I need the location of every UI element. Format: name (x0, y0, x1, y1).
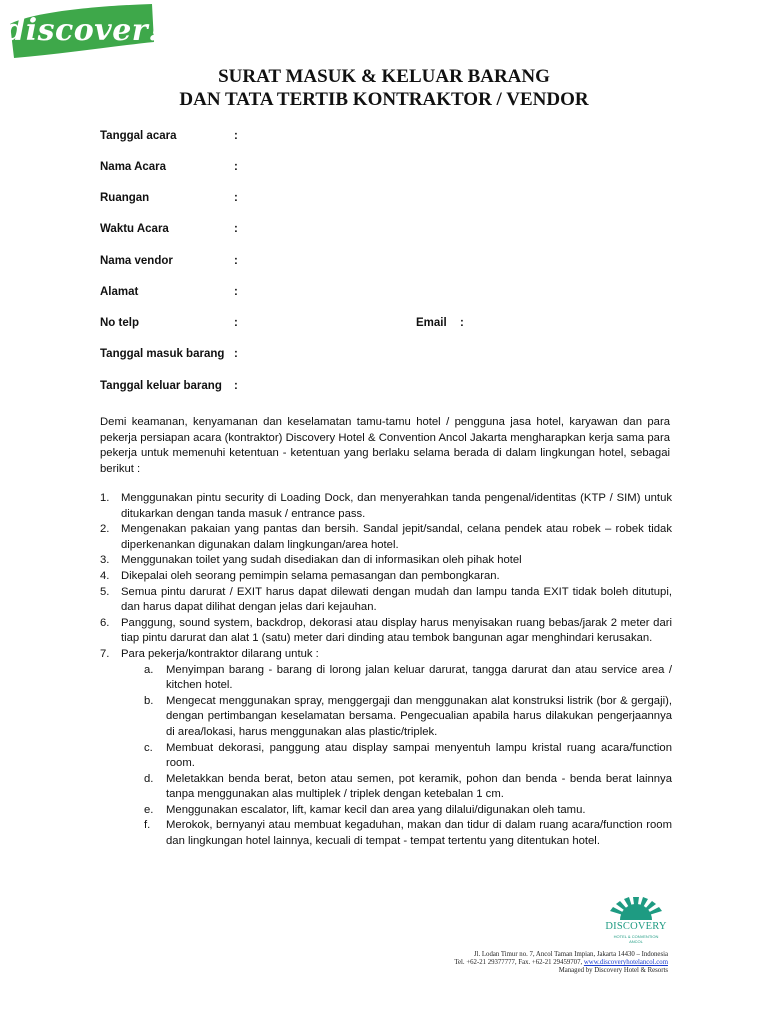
rule-item (100, 585, 672, 616)
footer-website-link[interactable]: www.discoveryhotelancol.com (583, 959, 668, 966)
footer-phone: Tel. +62-21 29377777, Fax. +62-21 29459707, (454, 959, 583, 966)
field-ruangan (100, 192, 238, 204)
field-waktu-acara (100, 223, 238, 235)
field-colon: : (234, 255, 238, 267)
rule-item (100, 616, 672, 647)
footer-managed: Managed by Discovery Hotel & Resorts (558, 967, 668, 974)
footer-address: Jl. Lodan Timur no. 7, Ancol Taman Impian, Jakarta 14430 – Indonesia (473, 951, 668, 958)
subrule-item (100, 772, 672, 803)
rule-number: 1. (100, 492, 110, 504)
field-label: Waktu Acara (100, 223, 169, 235)
field-label: Email (416, 317, 447, 329)
field-label: Tanggal acara (100, 130, 177, 142)
rule-text: Dikepalai oleh seorang pemimpin selama pemasangan dan pembongkaran. (121, 569, 500, 582)
subrule-item (100, 818, 672, 849)
field-nama-acara (100, 161, 238, 173)
rule-number: 3. (100, 554, 110, 567)
subrule-text: Membuat dekorasi, panggung atau display sampai menyentuh lampu kristal ruang acara/function room. (166, 741, 672, 770)
rule-number: 2. (100, 523, 110, 536)
subrule-letter: e. (144, 803, 154, 816)
field-label: Ruangan (100, 192, 150, 204)
rule-item (100, 647, 672, 663)
field-no-telp (100, 317, 238, 329)
field-tanggal-acara (100, 130, 238, 142)
rule-text: Panggung, sound system, backdrop, dekorasi atau display harus menyisakan ruang bebas/jarak 2 meter dari tiap pintu darurat dan alat 1 (satu) meter dari dinding atau tembok bangunan agar menghindari kerusakan. (121, 616, 672, 645)
field-tanggal-masuk-barang (100, 348, 238, 360)
field-colon: : (234, 192, 238, 204)
field-tanggal-keluar-barang (100, 380, 238, 392)
rule-text: Menggunakan toilet yang sudah disediakan dan di informasikan oleh pihak hotel (121, 554, 522, 567)
field-colon: : (234, 161, 238, 173)
footer-brand-sub-line1: HOTEL & CONVENTION (613, 934, 659, 939)
rule-text: Menggunakan pintu security di Loading Dock, dan menyerahkan tanda pengenal/identitas (KTP / SIM) untuk ditukarkan dengan tanda masuk / entrance pass. (121, 492, 672, 520)
subrule-text: Menyimpan barang - barang di lorong jalan keluar darurat, tangga darurat dan atau service area / kitchen hotel. (166, 663, 672, 692)
subrule-item (100, 663, 672, 694)
field-colon: : (234, 223, 238, 235)
document-title-line1: SURAT MASUK & KELUAR BARANG (218, 66, 550, 87)
subrule-text: Merokok, bernyanyi atau membuat kegaduhan, makan dan tidur di dalam ruang acara/function room dan lingkungan hotel lainnya, kecuali di tempat - tempat tertentu yang ditentukan hotel. (166, 819, 672, 848)
field-label: Alamat (100, 286, 139, 298)
field-colon: : (234, 348, 238, 360)
subrule-letter: c. (144, 741, 153, 754)
rule-item (100, 569, 672, 585)
subrule-item (100, 741, 672, 772)
document-title-line2: DAN TATA TERTIB KONTRAKTOR / VENDOR (179, 89, 589, 110)
field-nama-vendor (100, 255, 238, 267)
rule-item (100, 522, 672, 553)
intro-paragraph: Demi keamanan, kenyamanan dan keselamatan tamu-tamu hotel / pengguna jasa hotel, karyawan dan para pekerja persiapan acara (kontraktor) Discovery Hotel & Convention Ancol Jakarta mengharapkan kerja sama para pekerja untuk memenuhi ketentuan - ketentuan yang berlaku selama berada di dalam lingkungan hotel, sebagai berikut : (100, 416, 670, 475)
field-label: Nama vendor (100, 255, 173, 267)
footer-brand-sub (596, 934, 676, 944)
rule-number: 6. (100, 616, 110, 629)
rule-number: 7. (100, 647, 110, 660)
field-label: Tanggal masuk barang (100, 348, 225, 360)
rule-item (100, 491, 672, 522)
subrule-item (100, 694, 672, 741)
rule-item (100, 553, 672, 569)
subrule-text: Menggunakan escalator, lift, kamar kecil dan area yang dilalui/digunakan oleh tamu. (166, 803, 586, 816)
rule-text: Mengenakan pakaian yang pantas dan bersih. Sandal jepit/sandal, celana pendek atau robek – robek tidak diperkenankan digunakan dalam lingkungan/area hotel. (121, 523, 672, 551)
field-colon: : (234, 380, 238, 392)
field-label: No telp (100, 317, 139, 329)
subrule-text: Mengecat menggunakan spray, menggergaji dan menggunakan alat konstruksi listrik (bor & gergaji), dengan pertimbangan keselamatan bersama. Pengecualian apabila harus dilakukan pengerjaannya di area/lokasi, harus menggunakan alas plastic/triplek. (166, 694, 672, 738)
field-colon: : (234, 130, 238, 142)
subrule-text: Meletakkan benda berat, beton atau semen, pot keramik, pohon dan benda - benda berat lainnya tanpa menggunakan alas multiplek / triplek dengan ketebalan 1 cm. (166, 772, 672, 801)
rule-text: Semua pintu darurat / EXIT harus dapat dilewati dengan mudah dan lampu tanda EXIT tidak boleh ditutupi, dan harus dapat dilihat dengan jelas dari kejauhan. (121, 585, 672, 614)
field-label: Nama Acara (100, 161, 167, 173)
field-colon: : (460, 317, 464, 329)
rule-number: 4. (100, 569, 110, 582)
rule-number: 5. (100, 585, 110, 598)
field-label: Tanggal keluar barang (100, 380, 222, 392)
footer-brand: DISCOVERY (605, 921, 667, 932)
rule-text: Para pekerja/kontraktor dilarang untuk : (121, 647, 319, 660)
subrule-letter: f. (144, 819, 151, 832)
field-colon: : (234, 286, 238, 298)
subrule-letter: a. (144, 663, 154, 676)
subrule-letter: d. (144, 772, 154, 785)
subrule-letter: b. (144, 694, 154, 707)
footer-contact (454, 959, 668, 966)
rules-list (100, 491, 672, 850)
footer-brand-sub-line2: ANCOL (629, 939, 643, 944)
field-email (416, 317, 464, 329)
subrule-item (100, 803, 672, 819)
discover-logo-text: discover! (4, 12, 162, 48)
field-colon: : (234, 317, 238, 329)
field-alamat (100, 286, 238, 298)
